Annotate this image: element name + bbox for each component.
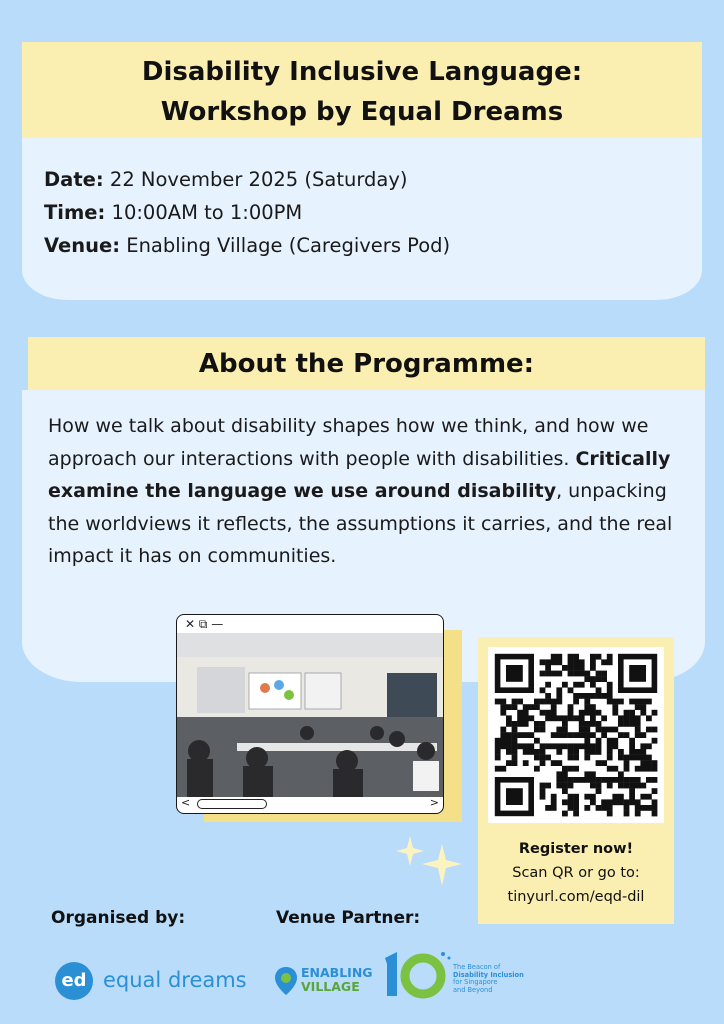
date-value: 22 November 2025 (Saturday) (109, 168, 408, 191)
ten-year-mark (381, 948, 451, 1000)
sparkle-icon (396, 832, 466, 892)
ev-tagline-4: and Beyond (453, 985, 493, 994)
logo-mark-text: ed (61, 970, 87, 991)
register-instruction: Scan QR or go to: (512, 865, 640, 881)
register-text (478, 837, 674, 909)
equal-dreams-logo-text: equal dreams (103, 968, 247, 992)
time-label: Time: (44, 201, 106, 224)
register-panel (478, 637, 674, 924)
qr-code-graphic (488, 647, 664, 823)
time-row (44, 201, 302, 224)
page-title-line1: Disability Inclusive Language: (141, 57, 583, 87)
venue-value: Enabling Village (Caregivers Pod) (126, 234, 451, 257)
organised-by-label: Organised by: (51, 908, 186, 928)
venue-label: Venue: (44, 234, 121, 257)
date-label: Date: (44, 168, 104, 191)
about-description (48, 410, 688, 573)
equal-dreams-logo (55, 962, 255, 1002)
about-text-part2: , unpacking the worldviews it reflects, the assumptions it carries, and the real impact it has on communities. (48, 480, 673, 567)
window-scrollbar[interactable] (177, 795, 444, 813)
window-titlebar (177, 615, 443, 633)
ev-tagline-2: Disability Inclusion (453, 970, 524, 979)
page-title-line2: Workshop by Equal Dreams (160, 97, 564, 127)
date-row (44, 168, 407, 191)
event-details-panel (22, 138, 702, 300)
title-banner (22, 42, 702, 140)
scroll-thumb[interactable] (197, 799, 267, 809)
venue-row (44, 234, 450, 257)
ev-logo-line1: ENABLING (301, 965, 373, 980)
enabling-village-mark-icon (275, 966, 297, 996)
qr-code[interactable] (488, 647, 664, 823)
ev-tagline-3: for Singapore (453, 978, 498, 986)
workshop-photo (177, 633, 444, 797)
about-text-part1: How we talk about disability shapes how we think, and how we approach our interactions with people with disabilities. (48, 415, 649, 470)
register-heading: Register now! (518, 841, 634, 857)
ev-tagline-1: The Beacon of (453, 963, 501, 971)
photo-window (176, 614, 444, 814)
equal-dreams-logo-mark (55, 962, 93, 1000)
about-heading: About the Programme: (28, 337, 705, 392)
about-text-bold: Critically examine the language we use around disability (48, 447, 671, 502)
venue-partner-label: Venue Partner: (276, 908, 421, 928)
scroll-left-icon[interactable]: < (181, 796, 191, 809)
enabling-village-logo (275, 948, 525, 1004)
register-link[interactable]: tinyurl.com/eqd-dil (507, 889, 645, 905)
scroll-right-icon[interactable]: > (429, 796, 439, 809)
ev-logo-line2: VILLAGE (301, 979, 360, 994)
time-value: 10:00AM to 1:00PM (111, 201, 303, 224)
window-controls: ✕ ⧉ — (185, 617, 224, 631)
